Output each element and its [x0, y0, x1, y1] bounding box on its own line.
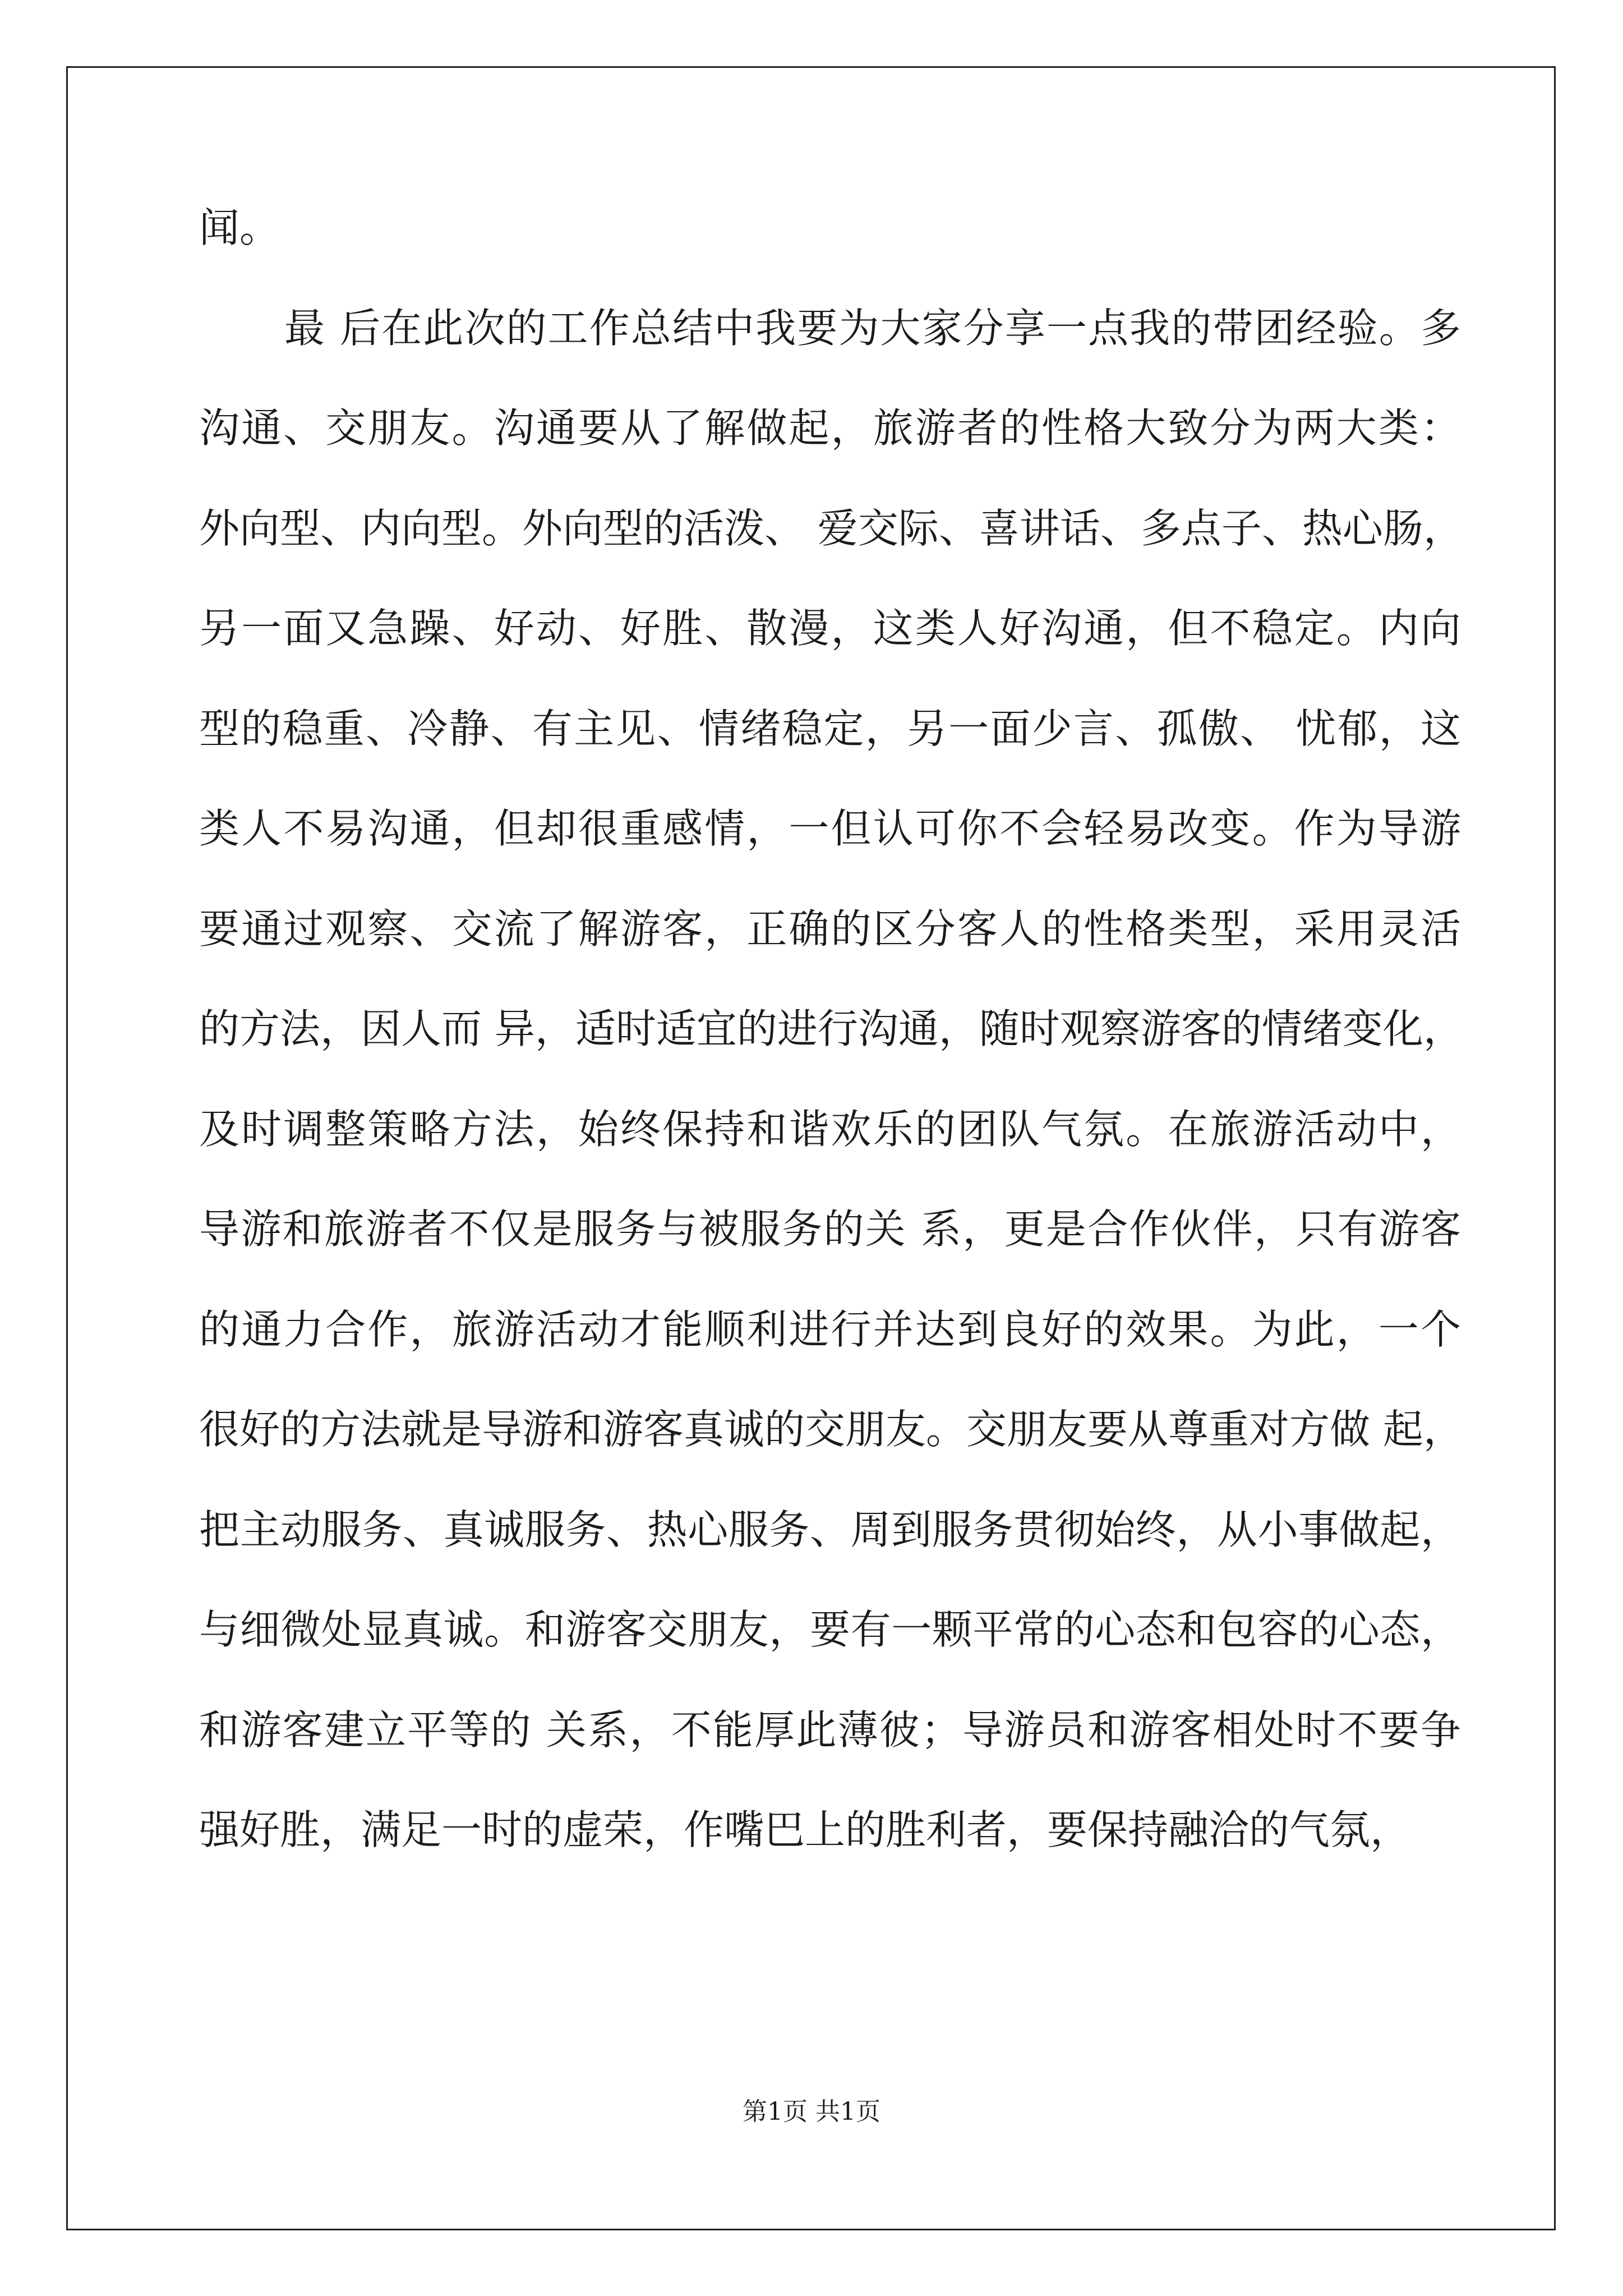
- body-line: 外向型、内向型。外向型的活泼、 爱交际、喜讲话、多点子、热心肠，: [199, 504, 1464, 552]
- body-line: 与细微处显真诚。和游客交朋友，要有一颗平常的心态和包容的心态，: [199, 1606, 1461, 1653]
- body-line: 的通力合作，旅游活动才能顺利进行并达到良好的效果。为此，一个: [199, 1305, 1461, 1353]
- document-body: [199, 202, 1464, 1904]
- body-line: 类人不易沟通，但却很重感情，一但认可你不会轻易改变。作为导游: [199, 805, 1461, 852]
- body-line: 的方法，因人而 异，适时适宜的进行沟通，随时观察游客的情绪变化，: [199, 1005, 1464, 1052]
- page-footer: 第1页 共1页: [743, 2097, 880, 2126]
- body-line: 沟通、交朋友。沟通要从了解做起，旅游者的性格大致分为两大类：: [199, 404, 1461, 452]
- body-line: 和游客建立平等的 关系，不能厚此薄彼；导游员和游客相处时不要争: [199, 1706, 1461, 1754]
- body-line: 导游和旅游者不仅是服务与被服务的关 系，更是合作伙伴，只有游客: [199, 1205, 1461, 1253]
- body-line: 闻。: [199, 204, 280, 251]
- body-line: 最 后在此次的工作总结中我要为大家分享一点我的带团经验。多: [284, 304, 1461, 352]
- body-line: 强好胜，满足一时的虚荣，作嘴巴上的胜利者，要保持融洽的气氛，: [199, 1806, 1411, 1853]
- body-line: 很好的方法就是导游和游客真诚的交朋友。交朋友要从尊重对方做 起，: [199, 1406, 1464, 1453]
- body-line: 要通过观察、交流了解游客，正确的区分客人的性格类型，采用灵活: [199, 905, 1461, 953]
- body-line: 型的稳重、冷静、有主见、情绪稳定，另一面少言、孤傲、 忧郁，这: [199, 705, 1461, 752]
- body-line: 及时调整策略方法，始终保持和谐欢乐的团队气氛。在旅游活动中，: [199, 1105, 1461, 1153]
- body-line: 把主动服务、真诚服务、热心服务、周到服务贯彻始终，从小事做起，: [199, 1506, 1461, 1553]
- body-line: 另一面又急躁、好动、好胜、散漫，这类人好沟通，但不稳定。内向: [199, 605, 1461, 652]
